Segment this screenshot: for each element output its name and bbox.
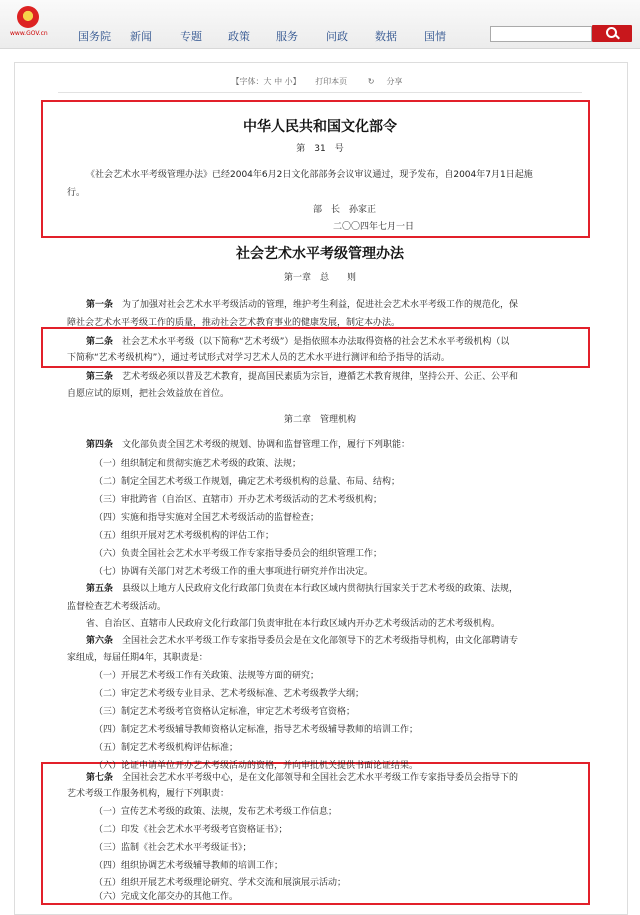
nav-item[interactable]: 国情	[424, 30, 446, 43]
national-emblem-icon	[17, 6, 39, 28]
list-item: （六）负责全国社会艺术水平考级工作专家指导委员会的组织管理工作；	[94, 549, 383, 559]
list-item: （七）协调有关部门对艺术考级工作的重大事项进行研究并作出决定。	[94, 567, 374, 577]
list-item: （五）组织开展对艺术考级机构的评估工作；	[94, 531, 275, 541]
article-line: 第七条 全国社会艺术水平考级中心，是在文化部领导和全国社会艺术水平考级工作专家指导委员会指导下的	[86, 773, 519, 783]
order-body-line: 《社会艺术水平考级管理办法》已经2004年6月2日文化部部务会议审议通过，现予发布，自2004年7月1日起施	[86, 170, 533, 180]
article-line: 家组成，每届任期4年，其职责是：	[67, 653, 208, 663]
nav-item[interactable]: 国务院	[78, 30, 111, 43]
list-item: （一）组织制定和贯彻实施艺术考级的政策、法规；	[94, 459, 302, 469]
search-icon	[606, 27, 617, 38]
article-line: 第三条 艺术考级必须以普及艺术教育，提高国民素质为宗旨，遵循艺术教育规律，坚持公开、公正、公平和	[86, 372, 519, 382]
article-line: 障社会艺术水平考级工作的质量，推动社会艺术教育事业的健康发展，制定本办法。	[67, 318, 401, 328]
nav-item[interactable]: 服务	[276, 30, 298, 43]
list-item: （四）制定艺术考级辅导教师资格认定标准，指导艺术考级辅导教师的培训工作；	[94, 725, 419, 735]
divider	[58, 92, 582, 93]
site-logo[interactable]	[10, 6, 46, 42]
list-item: （三）监制《社会艺术水平考级证书》；	[94, 843, 252, 853]
article-label: 第六条	[86, 636, 114, 646]
order-signer: 部 长 孙家正	[313, 205, 377, 215]
share-link[interactable]	[362, 77, 409, 86]
print-link[interactable]: 打印本页	[315, 77, 348, 86]
article-label: 第五条	[86, 584, 114, 594]
article-line: 第六条 全国社会艺术水平考级工作专家指导委员会是在文化部领导下的艺术考级指导机构，由文化部聘请专	[86, 636, 519, 646]
article-line: 第二条 社会艺术水平考级（以下简称“艺术考级”）是指依照本办法取得资格的社会艺术水平考级机构（以	[86, 337, 510, 347]
document-title: 社会艺术水平考级管理办法	[236, 246, 404, 262]
nav-item[interactable]: 问政	[326, 30, 348, 43]
list-item: （一）宣传艺术考级的政策、法规，发布艺术考级工作信息；	[94, 807, 338, 817]
article-line: 下简称“艺术考级机构”），通过考试形式对学习艺术人员的艺术水平进行测评和给予指导的活动。	[67, 353, 450, 363]
nav-item[interactable]: 专题	[180, 30, 202, 43]
list-item: （五）组织开展艺术考级理论研究、学术交流和展演展示活动；	[94, 878, 347, 888]
font-size-control[interactable]: 【字体：大 中 小】	[231, 77, 301, 86]
site-header	[0, 0, 640, 49]
article-label: 第三条	[86, 372, 114, 382]
list-item: （二）审定艺术考级专业目录、艺术考级标准、艺术考级教学大纲；	[94, 689, 365, 699]
order-date: 二〇〇四年七月一日	[333, 222, 415, 232]
share-icon: ↻	[367, 77, 375, 86]
article-line: 自愿应试的原则，把社会效益放在首位。	[67, 389, 230, 399]
article-line: 监督检查艺术考级活动。	[67, 602, 167, 612]
list-item: （二）印发《社会艺术水平考级考官资格证书》；	[94, 825, 288, 835]
order-title: 中华人民共和国文化部令	[243, 119, 397, 135]
search-button[interactable]	[592, 25, 632, 42]
article-line: 第一条 为了加强对社会艺术水平考级活动的管理，维护考生利益，促进社会艺术水平考级工作的规范化，保	[86, 300, 519, 310]
article-toolbar	[0, 76, 640, 87]
nav-item[interactable]: 数据	[375, 30, 397, 43]
order-number: 第 31 号	[296, 144, 344, 154]
list-item: （六）论证申请单位开办艺术考级活动的资格，并向审批机关提供书面论证结果。	[94, 761, 419, 771]
share-label: 分享	[386, 77, 403, 86]
article-label: 第一条	[86, 300, 114, 310]
logo-text: www.GOV.cn	[10, 30, 48, 37]
list-item: （六）完成文化部交办的其他工作。	[94, 892, 239, 902]
list-item: （一）开展艺术考级工作有关政策、法规等方面的研究；	[94, 671, 320, 681]
search-input[interactable]	[490, 26, 592, 42]
article-line: 第五条 县级以上地方人民政府文化行政部门负责在本行政区域内贯彻执行国家关于艺术考级的政策、法规，	[86, 584, 519, 594]
article-label: 第四条	[86, 440, 114, 450]
chapter-heading: 第一章 总 则	[283, 273, 356, 283]
list-item: （四）组织协调艺术考级辅导教师的培训工作；	[94, 861, 284, 871]
list-item: （五）制定艺术考级机构评估标准；	[94, 743, 239, 753]
article-label: 第七条	[86, 773, 114, 783]
article-label: 第二条	[86, 337, 114, 347]
nav-item[interactable]: 政策	[228, 30, 250, 43]
article-line: 第四条 文化部负责全国艺术考级的规划、协调和监督管理工作，履行下列职能：	[86, 440, 411, 450]
order-body-line: 行。	[67, 188, 86, 198]
article-line: 省、自治区、直辖市人民政府文化行政部门负责审批在本行政区域内开办艺术考级活动的艺术考级机构。	[86, 619, 501, 629]
list-item: （二）制定全国艺术考级工作规划，确定艺术考级机构的总量、布局、结构；	[94, 477, 401, 487]
list-item: （四）实施和指导实施对全国艺术考级活动的监督检查；	[94, 513, 320, 523]
article-line: 艺术考级工作服务机构，履行下列职责：	[67, 789, 230, 799]
list-item: （三）制定艺术考级考官资格认定标准，审定艺术考级考官资格；	[94, 707, 356, 717]
chapter-heading: 第二章 管理机构	[283, 415, 356, 425]
nav-item[interactable]: 新闻	[130, 30, 152, 43]
list-item: （三）审批跨省（自治区、直辖市）开办艺术考级活动的艺术考级机构；	[94, 495, 383, 505]
